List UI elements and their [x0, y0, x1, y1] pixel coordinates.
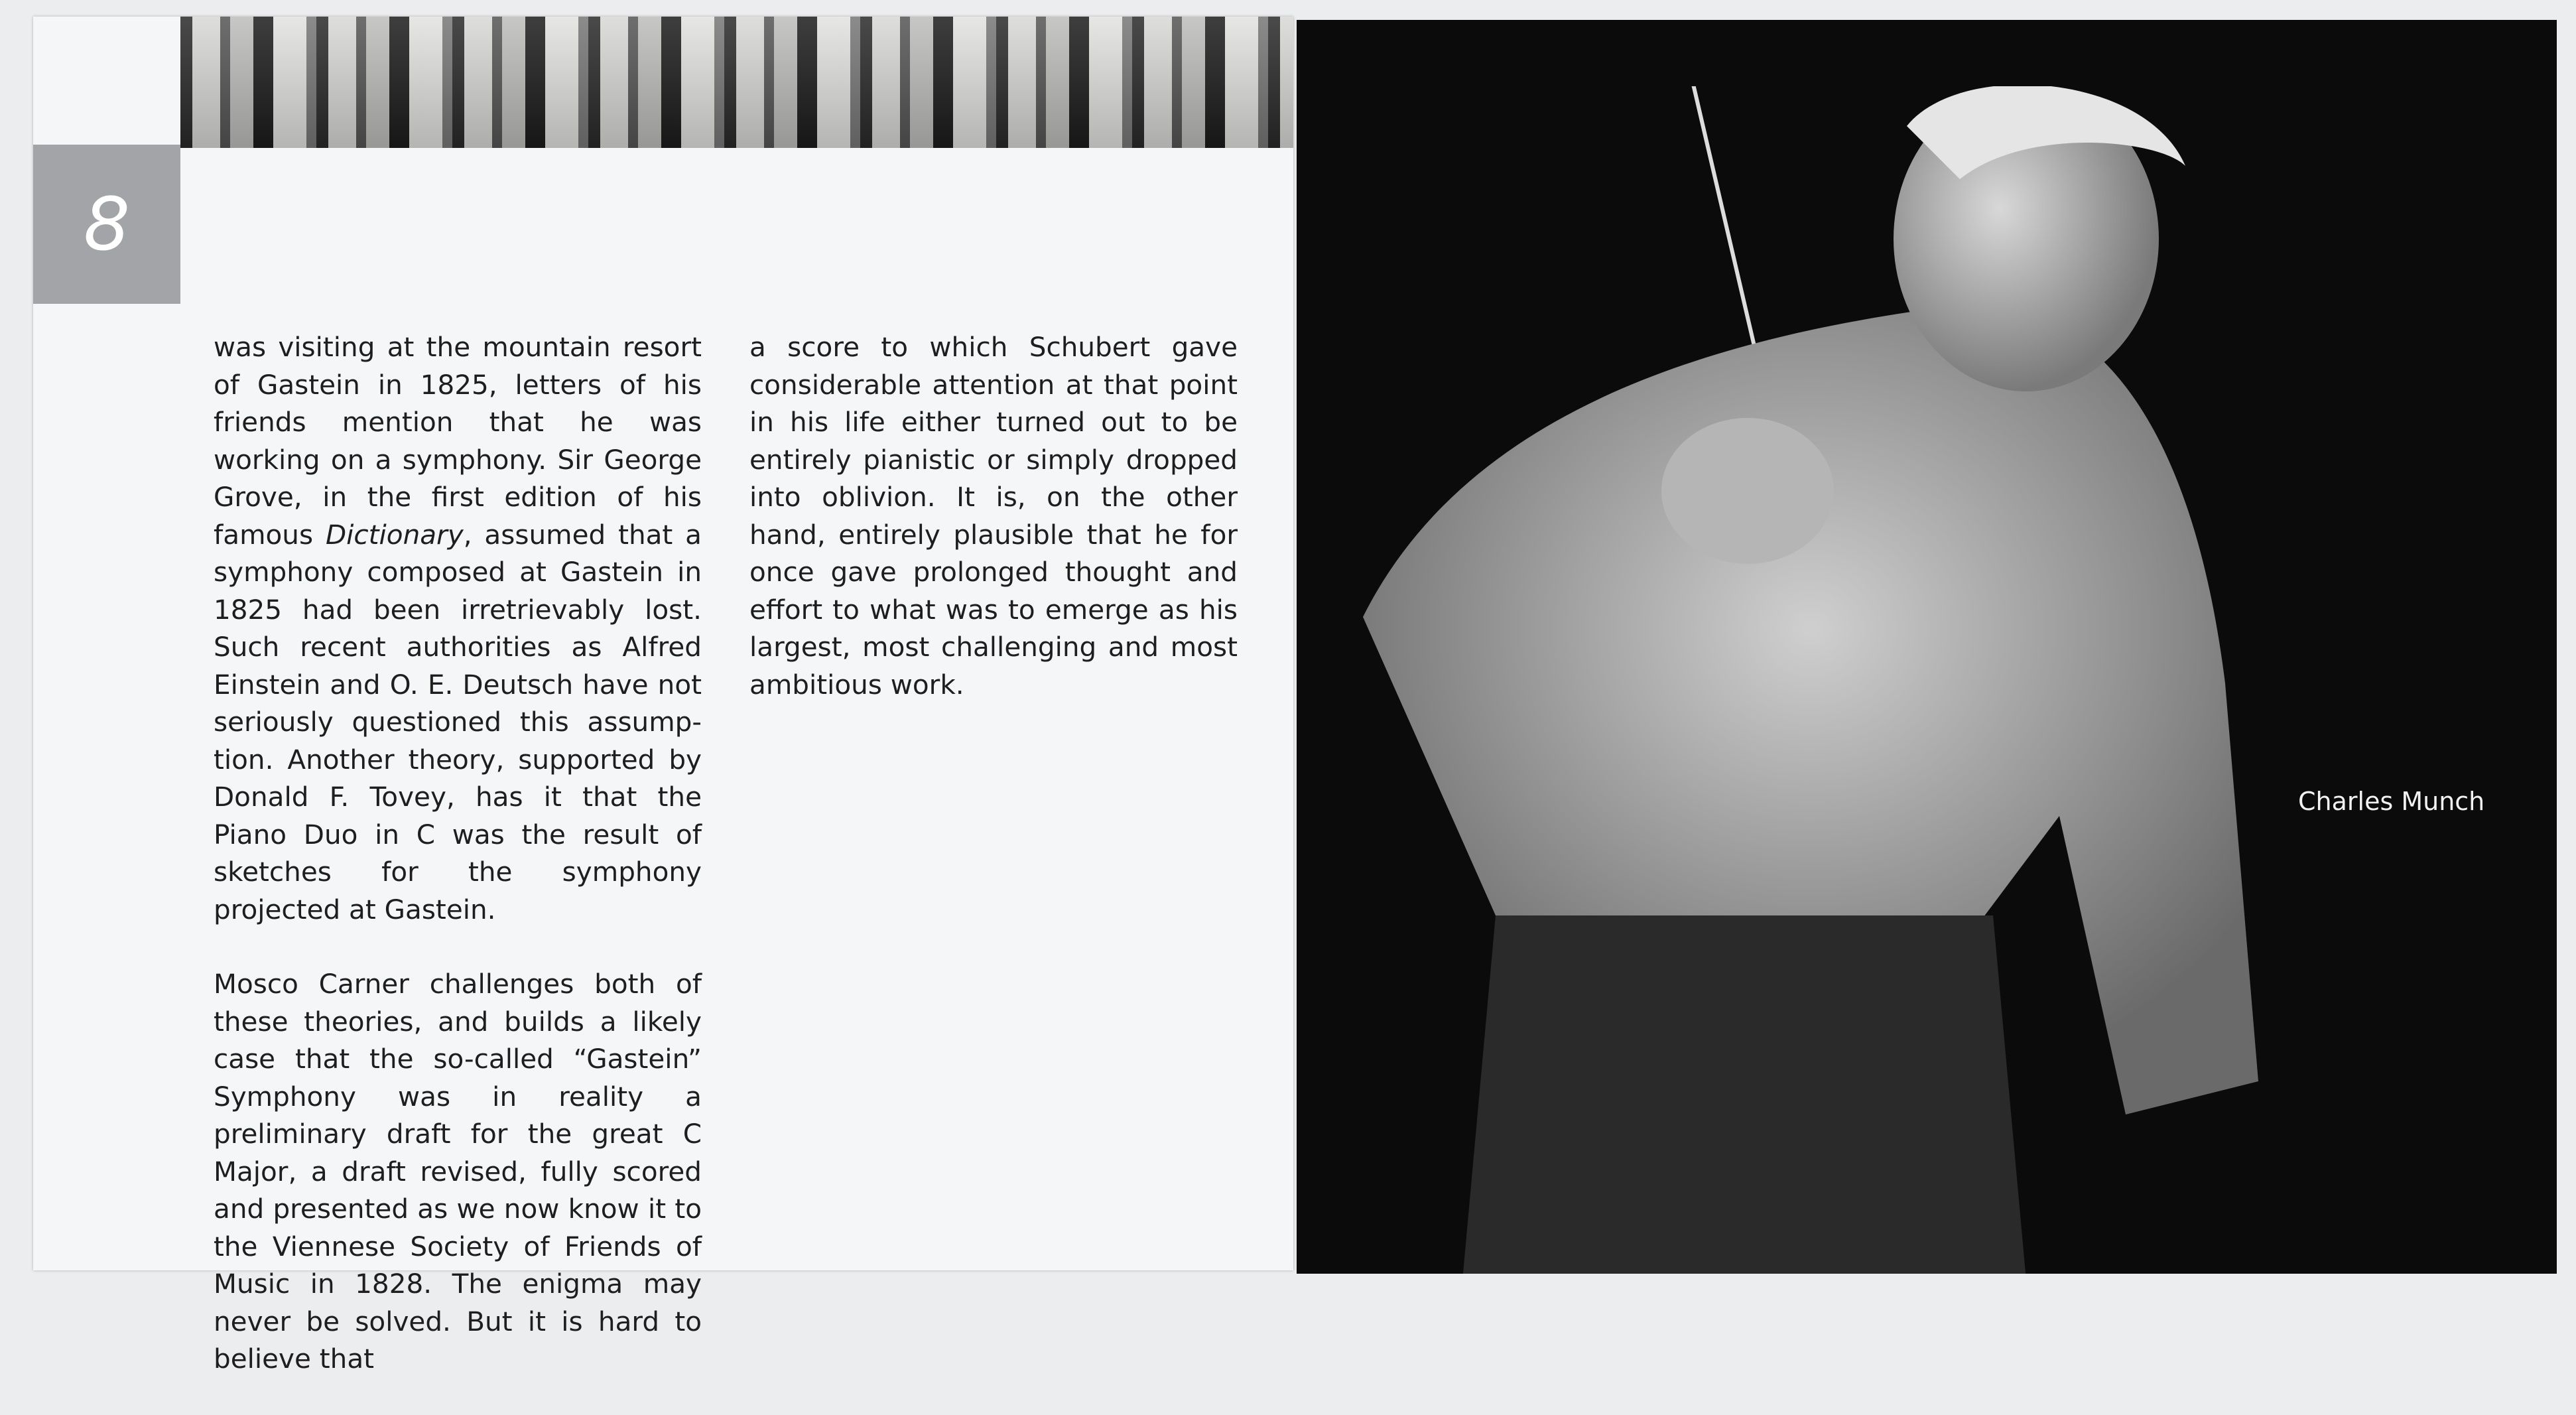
- text-column-1: [214, 328, 702, 1415]
- header-photo-record-spines: [180, 17, 1293, 148]
- photo-page: [1297, 20, 2557, 1274]
- page-number: 8: [33, 145, 180, 304]
- left-page: [33, 17, 1293, 1375]
- photo-caption: Charles Munch: [2298, 787, 2485, 816]
- text: , assumed that a symphony composed at Gastein in 1825 had been irretrievably lost. Such recent authorities as Alfred Einstein and O. E. Deutsch have not seriously questioned this assumption. Another theory, supported by Donald F. Tovey, has it that the Piano Duo in C was the result of sketches for the symphony projected at Gastein.: [214, 518, 702, 925]
- paragraph: Mosco Carner challenges both of these theories, and builds a likely case that the so-called “Gastein” Symphony was in reality a preliminary draft for the great C Major, a draft revised, fully scored and presented as we now know it to the Viennese Society of Friends of Music in 1828. The enigma may never be solved. But it is hard to believe that: [214, 968, 702, 1375]
- italic-title: Dictionary: [325, 518, 464, 551]
- text-column-2: [749, 328, 1238, 740]
- conductor-photo: [1363, 86, 2291, 1274]
- paragraph: [214, 328, 702, 928]
- paragraph: a score to which Schubert gave considerable attention at that point in his life either turned out to be entirely pianistic or simply dropped into oblivion. It is, on the other hand, entirely plausible that he for once gave prolonged thought and effort to what was to emerge as his largest, most challenging and most ambitious work.: [749, 331, 1238, 701]
- text: was visiting at the mountain resort of Gastein in 1825, letters of his friends mention that he was working on a symphony. Sir George Grove, in the first edition of his famous: [214, 331, 702, 551]
